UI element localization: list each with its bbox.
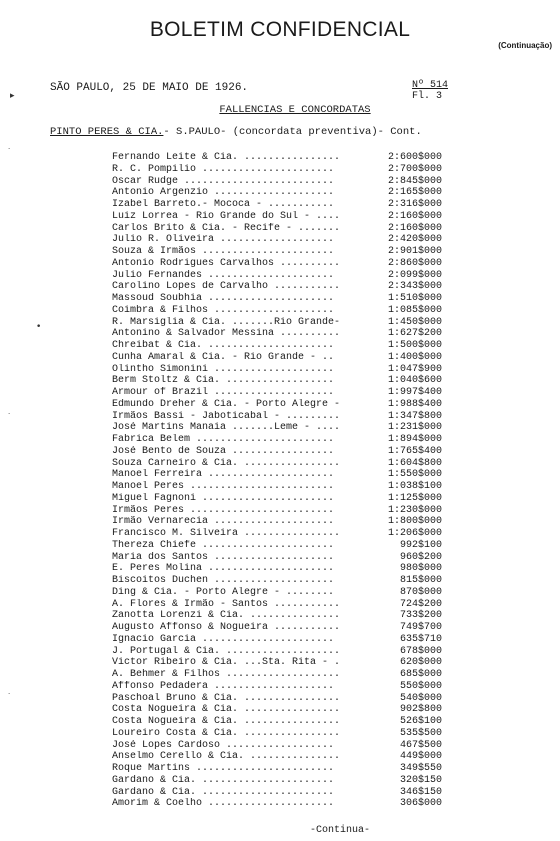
creditor-name: Affonso Pedadera .................... [112,680,335,692]
creditor-name: Olintho Simonini .................... [112,363,335,375]
creditor-row [112,199,442,211]
continua-footer: -Continua- [310,825,371,836]
creditor-name: Manoel Peres ........................ [112,481,335,492]
sheet-number: Fl. 3 [412,91,443,102]
creditor-row [112,187,442,199]
creditor-amount: 685$000 [399,669,442,680]
creditor-name: José Lopes Cardoso .................. [112,739,335,751]
creditor-amount: 870$000 [399,586,442,598]
creditor-list [112,152,442,810]
creditor-row [112,798,442,810]
creditor-amount: 1:510$000 [387,293,442,304]
creditor-row [112,634,442,646]
creditor-name: Augusto Affonso & Nogueira ........... [112,622,341,633]
creditor-amount: 1:894$000 [387,434,442,445]
creditor-row [112,716,442,728]
creditor-amount: 2:160$000 [387,210,442,222]
creditor-amount: 2:845$000 [387,175,442,187]
creditor-row [112,740,442,752]
subject-details: - S.PAULO- (concordata preventiva)- Cont. [163,126,422,138]
creditor-row [112,540,442,552]
creditor-name: Carolino Lopes de Carvalho ........... [112,281,341,293]
creditor-name: Costa Nogueira & Cia. ................ [112,716,341,727]
creditor-name: Souza & Irmãos ...................... [112,246,335,257]
subject-line [50,126,422,138]
creditor-amount: 678$000 [399,645,442,657]
creditor-name: Antonio Rodrigues Carvalhos .......... [112,257,341,269]
creditor-row [112,563,442,575]
creditor-row [112,446,442,458]
creditor-amount: 2:860$000 [387,257,442,269]
creditor-amount: 1:765$400 [387,445,442,457]
creditor-name: Julio Fernandes ..................... [112,269,335,281]
creditor-row [112,728,442,740]
creditor-amount: 2:901$000 [387,246,442,257]
creditor-amount: 540$000 [399,692,442,704]
creditor-row [112,681,442,693]
creditor-name: Fernando Leite & Cia. ................ [112,152,341,163]
creditor-amount: 1:047$900 [387,363,442,375]
creditor-name: Loureiro Costa & Cia. ................ [112,727,341,739]
creditor-row [112,293,442,305]
creditor-amount: 550$000 [399,680,442,692]
scan-mark-icon: ▸ [10,91,15,101]
continuation-label: (Continuação) [498,41,552,50]
creditor-row [112,516,442,528]
creditor-row [112,693,442,705]
creditor-amount: 1:627$200 [387,328,442,340]
creditor-amount: 992$100 [399,539,442,551]
creditor-amount: 2:160$000 [387,222,442,234]
creditor-row [112,552,442,564]
creditor-name: José Martins Manaia .......Leme - .... [112,422,341,434]
creditor-amount: 1:604$800 [387,457,442,469]
creditor-row [112,234,442,246]
creditor-amount: 1:231$000 [387,422,442,434]
creditor-row [112,528,442,540]
creditor-row [112,305,442,317]
creditor-amount: 815$000 [399,575,442,586]
creditor-name: Manoel Ferreira ..................... [112,469,335,481]
creditor-row [112,704,442,716]
creditor-amount: 1:230$000 [387,504,442,516]
creditor-name: Amorim & Coelho ..................... [112,798,335,810]
creditor-name: Francisco M. Silveira ................ [112,528,341,539]
creditor-amount: 902$800 [399,704,442,716]
creditor-row [112,469,442,481]
reference-block [412,80,448,102]
creditor-row [112,657,442,669]
creditor-row [112,610,442,622]
creditor-row [112,375,442,387]
creditor-amount: 535$500 [399,727,442,739]
section-title: FALLENCIAS E CONCORDATAS [219,104,371,116]
creditor-row [112,317,442,329]
creditor-row [112,258,442,270]
creditor-name: Antonio Argenzio .................... [112,187,335,199]
creditor-row [112,387,442,399]
creditor-row [112,751,442,763]
creditor-name: Paschoal Bruno & Cia. ................ [112,692,341,704]
scan-mark-icon: • [36,322,42,332]
creditor-amount: 1:038$100 [387,481,442,492]
scan-mark-icon: · [8,145,11,153]
creditor-name: Ignacio Garcia ...................... [112,633,335,645]
creditor-amount: 1:450$000 [387,316,442,328]
creditor-name: Miguel Fagnoni ...................... [112,492,335,504]
creditor-amount: 2:343$000 [387,281,442,293]
creditor-name: Souza Carneiro & Cia. ................ [112,457,341,469]
creditor-amount: 349$550 [399,763,442,774]
creditor-name: Luiz Lorrea - Rio Grande do Sul - .... [112,210,341,222]
creditor-name: Fabrica Belem ....................... [112,434,335,445]
creditor-row [112,599,442,611]
creditor-name: Roque Martins ....................... [112,763,335,774]
creditor-amount: 1:550$000 [387,469,442,481]
creditor-name: Irmãos Bassi - Jaboticabal - ......... [112,410,341,422]
creditor-amount: 1:988$400 [387,398,442,410]
date-line: SÃO PAULO, 25 DE MAIO DE 1926. [50,82,249,94]
creditor-amount: 635$710 [399,633,442,645]
scan-mark-icon: · [8,410,11,418]
creditor-name: Oscar Rudge ......................... [112,175,335,187]
creditor-amount: 620$000 [399,657,442,669]
creditor-row [112,270,442,282]
creditor-name: Cunha Amaral & Cia. - Rio Grande - .. [112,351,335,363]
creditor-amount: 1:125$000 [387,492,442,504]
creditor-name: Antonino & Salvador Messina .......... [112,328,341,340]
creditor-row [112,787,442,799]
creditor-name: Irmãos Peres ........................ [112,504,335,516]
scan-mark-icon: · [8,690,11,698]
creditor-name: Massoud Soubhia ..................... [112,293,335,304]
creditor-row [112,669,442,681]
creditor-name: Ding & Cia. - Porto Alegre - ........ [112,586,335,598]
creditor-name: Gardano & Cia. ...................... [112,774,335,786]
creditor-name: Anselmo Cerello & Cia. ............... [112,751,341,763]
creditor-name: E. Peres Molina ..................... [112,563,335,575]
creditor-amount: 2:600$000 [387,152,442,163]
creditor-name: A. Flores & Irmão - Santos ........... [112,598,341,610]
creditor-name: Carlos Brito & Cia. - Recife - ....... [112,222,341,234]
creditor-amount: 2:099$000 [387,269,442,281]
creditor-amount: 2:420$000 [387,234,442,246]
creditor-amount: 1:400$000 [387,351,442,363]
creditor-name: Zanotta Lorenzi & Cia. ............... [112,610,341,622]
creditor-amount: 1:800$000 [387,516,442,528]
page-title: BOLETIM CONFIDENCIAL [149,18,411,41]
creditor-row [112,481,442,493]
creditor-row [112,176,442,188]
creditor-row [112,587,442,599]
creditor-name: Chreibat & Cia. ..................... [112,340,335,351]
creditor-amount: 2:316$000 [387,199,442,210]
creditor-row [112,164,442,176]
creditor-row [112,622,442,634]
creditor-row [112,223,442,235]
creditor-row [112,493,442,505]
creditor-name: R. Marsiglia & Cia. .......Rio Grande- [112,316,341,328]
creditor-row [112,775,442,787]
creditor-row [112,763,442,775]
creditor-name: R. C. Pompilio ...................... [112,163,335,175]
creditor-row [112,411,442,423]
creditor-row [112,246,442,258]
creditor-name: José Bento de Souza ................. [112,445,335,457]
subject-company: PINTO PERES & CIA. [50,126,164,138]
creditor-row [112,364,442,376]
creditor-name: Coimbra & Filhos .................... [112,304,335,316]
creditor-name: Irmão Vernarecia .................... [112,516,335,528]
creditor-name: A. Behmer & Filhos ................... [112,669,341,680]
creditor-amount: 526$100 [399,716,442,727]
creditor-amount: 960$200 [399,551,442,563]
creditor-amount: 1:085$000 [387,304,442,316]
creditor-name: Izabel Barreto.- Mococa - ........... [112,199,335,210]
creditor-name: J. Portugal & Cia. ................... [112,645,341,657]
creditor-name: Edmundo Dreher & Cia. - Porto Alegre - [112,398,341,410]
creditor-name: Armour of Brazil .................... [112,387,335,398]
creditor-name: Thereza Chiefe ...................... [112,539,335,551]
creditor-amount: 733$200 [399,610,442,622]
creditor-name: Victor Ribeiro & Cia. ...Sta. Rita - . [112,657,341,669]
creditor-name: Berm Stoltz & Cia. .................. [112,375,335,387]
creditor-row [112,340,442,352]
creditor-amount: 2:165$000 [387,187,442,199]
creditor-row [112,281,442,293]
creditor-row [112,458,442,470]
creditor-amount: 2:700$000 [387,163,442,175]
creditor-row [112,399,442,411]
creditor-amount: 1:040$600 [387,375,442,387]
creditor-amount: 467$500 [399,739,442,751]
creditor-row [112,422,442,434]
creditor-amount: 980$000 [399,563,442,575]
creditor-row [112,505,442,517]
creditor-amount: 449$000 [399,751,442,763]
creditor-name: Maria dos Santos .................... [112,551,335,563]
creditor-name: Julio R. Oliveira ................... [112,234,335,246]
creditor-amount: 346$150 [399,786,442,798]
creditor-row [112,646,442,658]
creditor-row [112,352,442,364]
creditor-amount: 1:500$000 [387,340,442,351]
creditor-name: Biscoitos Duchen .................... [112,575,335,586]
creditor-row [112,328,442,340]
creditor-amount: 1:347$800 [387,410,442,422]
creditor-amount: 320$150 [399,774,442,786]
bulletin-number: Nº 514 [412,80,449,91]
creditor-amount: 306$000 [399,798,442,810]
creditor-row [112,575,442,587]
creditor-amount: 1:206$000 [387,528,442,539]
creditor-name: Gardano & Cia. ...................... [112,786,335,798]
creditor-row [112,434,442,446]
creditor-amount: 1:997$400 [387,387,442,398]
creditor-row [112,211,442,223]
creditor-amount: 724$200 [399,598,442,610]
creditor-name: Costa Nogueira & Cia. ................ [112,704,341,716]
creditor-amount: 749$700 [399,622,442,633]
creditor-row [112,152,442,164]
